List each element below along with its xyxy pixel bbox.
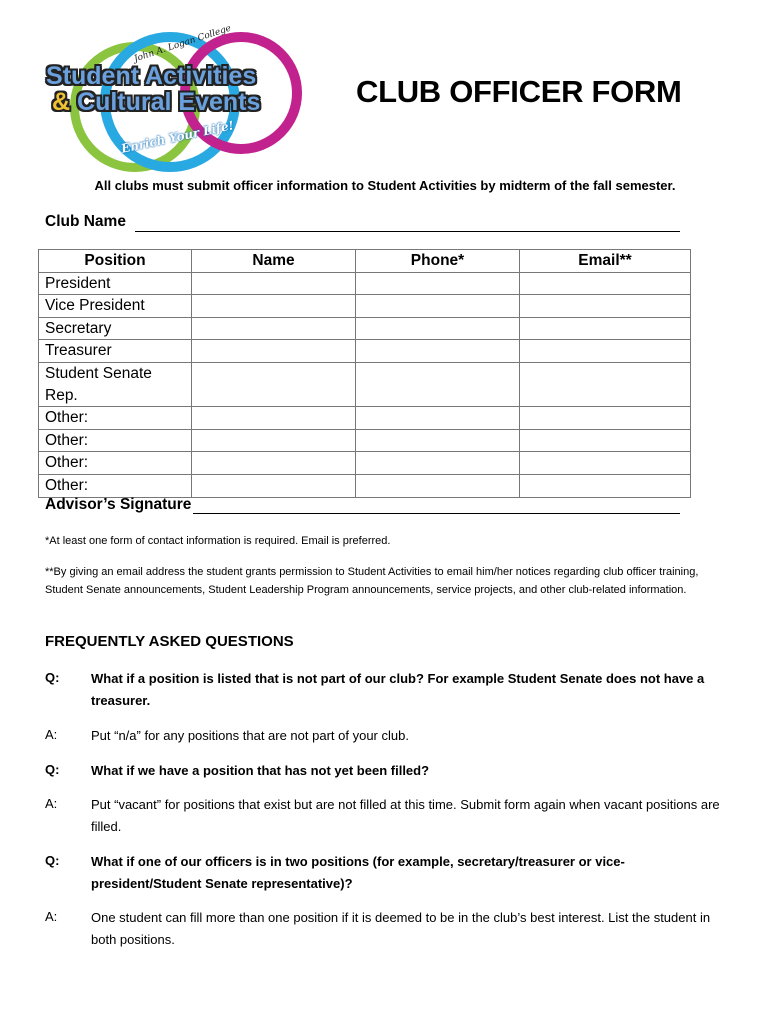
faq-question: What if a position is listed that is not part of our club? For example Student Senate does not have a treasurer. — [91, 671, 705, 708]
position-cell: President — [39, 272, 192, 295]
email-cell[interactable] — [520, 340, 691, 363]
email-cell[interactable] — [520, 474, 691, 497]
phone-cell[interactable] — [356, 474, 520, 497]
table-row — [39, 407, 691, 430]
logo-ampersand: & — [52, 88, 71, 116]
position-cell: Secretary — [39, 317, 192, 340]
email-cell[interactable] — [520, 407, 691, 430]
name-cell[interactable] — [192, 272, 356, 295]
table-row — [39, 474, 691, 497]
club-name-field[interactable] — [135, 231, 680, 232]
name-cell[interactable] — [192, 317, 356, 340]
instruction-text: All clubs must submit officer information to Student Activities by midterm of the fall semester. — [94, 178, 676, 193]
name-cell[interactable] — [192, 474, 356, 497]
faq-answer-key: A: — [45, 909, 58, 924]
table-row — [39, 295, 691, 318]
email-cell[interactable] — [520, 429, 691, 452]
phone-cell[interactable] — [356, 295, 520, 318]
table-row — [39, 272, 691, 295]
header-email: Email** — [520, 250, 691, 273]
phone-cell[interactable] — [356, 452, 520, 475]
phone-cell[interactable] — [356, 429, 520, 452]
header-position: Position — [39, 250, 192, 273]
phone-cell[interactable] — [356, 340, 520, 363]
table-header-row — [39, 250, 691, 273]
faq-answer: Put “n/a” for any positions that are not part of your club. — [91, 728, 409, 743]
table-row — [39, 340, 691, 363]
name-cell[interactable] — [192, 295, 356, 318]
logo-line2: Cultural Events — [77, 88, 261, 116]
position-cell: Vice President — [39, 295, 192, 318]
name-cell[interactable] — [192, 407, 356, 430]
name-cell[interactable] — [192, 340, 356, 363]
logo-line2-wrap — [52, 88, 260, 117]
logo-line1: Student Activities — [46, 62, 257, 90]
advisor-signature-field[interactable] — [193, 513, 680, 514]
club-name-label: Club Name — [45, 213, 126, 230]
officer-table — [38, 249, 691, 498]
position-cell: Other: — [39, 474, 192, 497]
table-row — [39, 362, 691, 406]
email-cell[interactable] — [520, 362, 691, 406]
logo — [40, 23, 310, 160]
faq-question: What if one of our officers is in two positions (for example, secretary/treasurer or vice-president/Student Senate representative)? — [91, 854, 625, 891]
phone-cell[interactable] — [356, 317, 520, 340]
position-cell: Other: — [39, 407, 192, 430]
faq-question-key: Q: — [45, 853, 60, 868]
table-row — [39, 429, 691, 452]
faq-question: What if we have a position that has not yet been filled? — [91, 763, 430, 778]
name-cell[interactable] — [192, 429, 356, 452]
phone-cell[interactable] — [356, 407, 520, 430]
logo-tagline: Enrich Your Life! — [119, 118, 235, 156]
header-phone: Phone* — [356, 250, 520, 273]
faq-answer: One student can fill more than one position if it is deemed to be in the club’s best interest. List the student in both positions. — [91, 910, 711, 947]
position-cell: Other: — [39, 429, 192, 452]
faq-answer-key: A: — [45, 727, 58, 742]
faq-question-key: Q: — [45, 670, 60, 685]
name-cell[interactable] — [192, 452, 356, 475]
email-cell[interactable] — [520, 272, 691, 295]
position-cell: Student Senate Rep. — [39, 362, 192, 406]
email-cell[interactable] — [520, 452, 691, 475]
table-row — [39, 452, 691, 475]
logo-college-name: John A. Logan College — [132, 23, 233, 65]
email-cell[interactable] — [520, 295, 691, 318]
form-title: CLUB OFFICER FORM — [356, 74, 682, 109]
phone-cell[interactable] — [356, 272, 520, 295]
faq-question-key: Q: — [45, 762, 60, 777]
advisor-signature-label: Advisor’s Signature — [45, 496, 192, 513]
faq-heading: FREQUENTLY ASKED QUESTIONS — [45, 633, 294, 650]
faq-answer: Put “vacant” for positions that exist but are not filled at this time. Submit form again when vacant positions are filled. — [91, 797, 720, 834]
faq-answer-key: A: — [45, 796, 58, 811]
email-cell[interactable] — [520, 317, 691, 340]
header-name: Name — [192, 250, 356, 273]
email-permission-note: **By giving an email address the student grants permission to Student Activities to email him/her notices regarding club officer training, Student Senate announcements, Student Leadership Program announcements, service projects, and other club-related information. — [45, 566, 699, 596]
contact-note: *At least one form of contact information is required. Email is preferred. — [45, 535, 391, 547]
position-cell: Other: — [39, 452, 192, 475]
position-cell: Treasurer — [39, 340, 192, 363]
phone-cell[interactable] — [356, 362, 520, 406]
table-row — [39, 317, 691, 340]
name-cell[interactable] — [192, 362, 356, 406]
